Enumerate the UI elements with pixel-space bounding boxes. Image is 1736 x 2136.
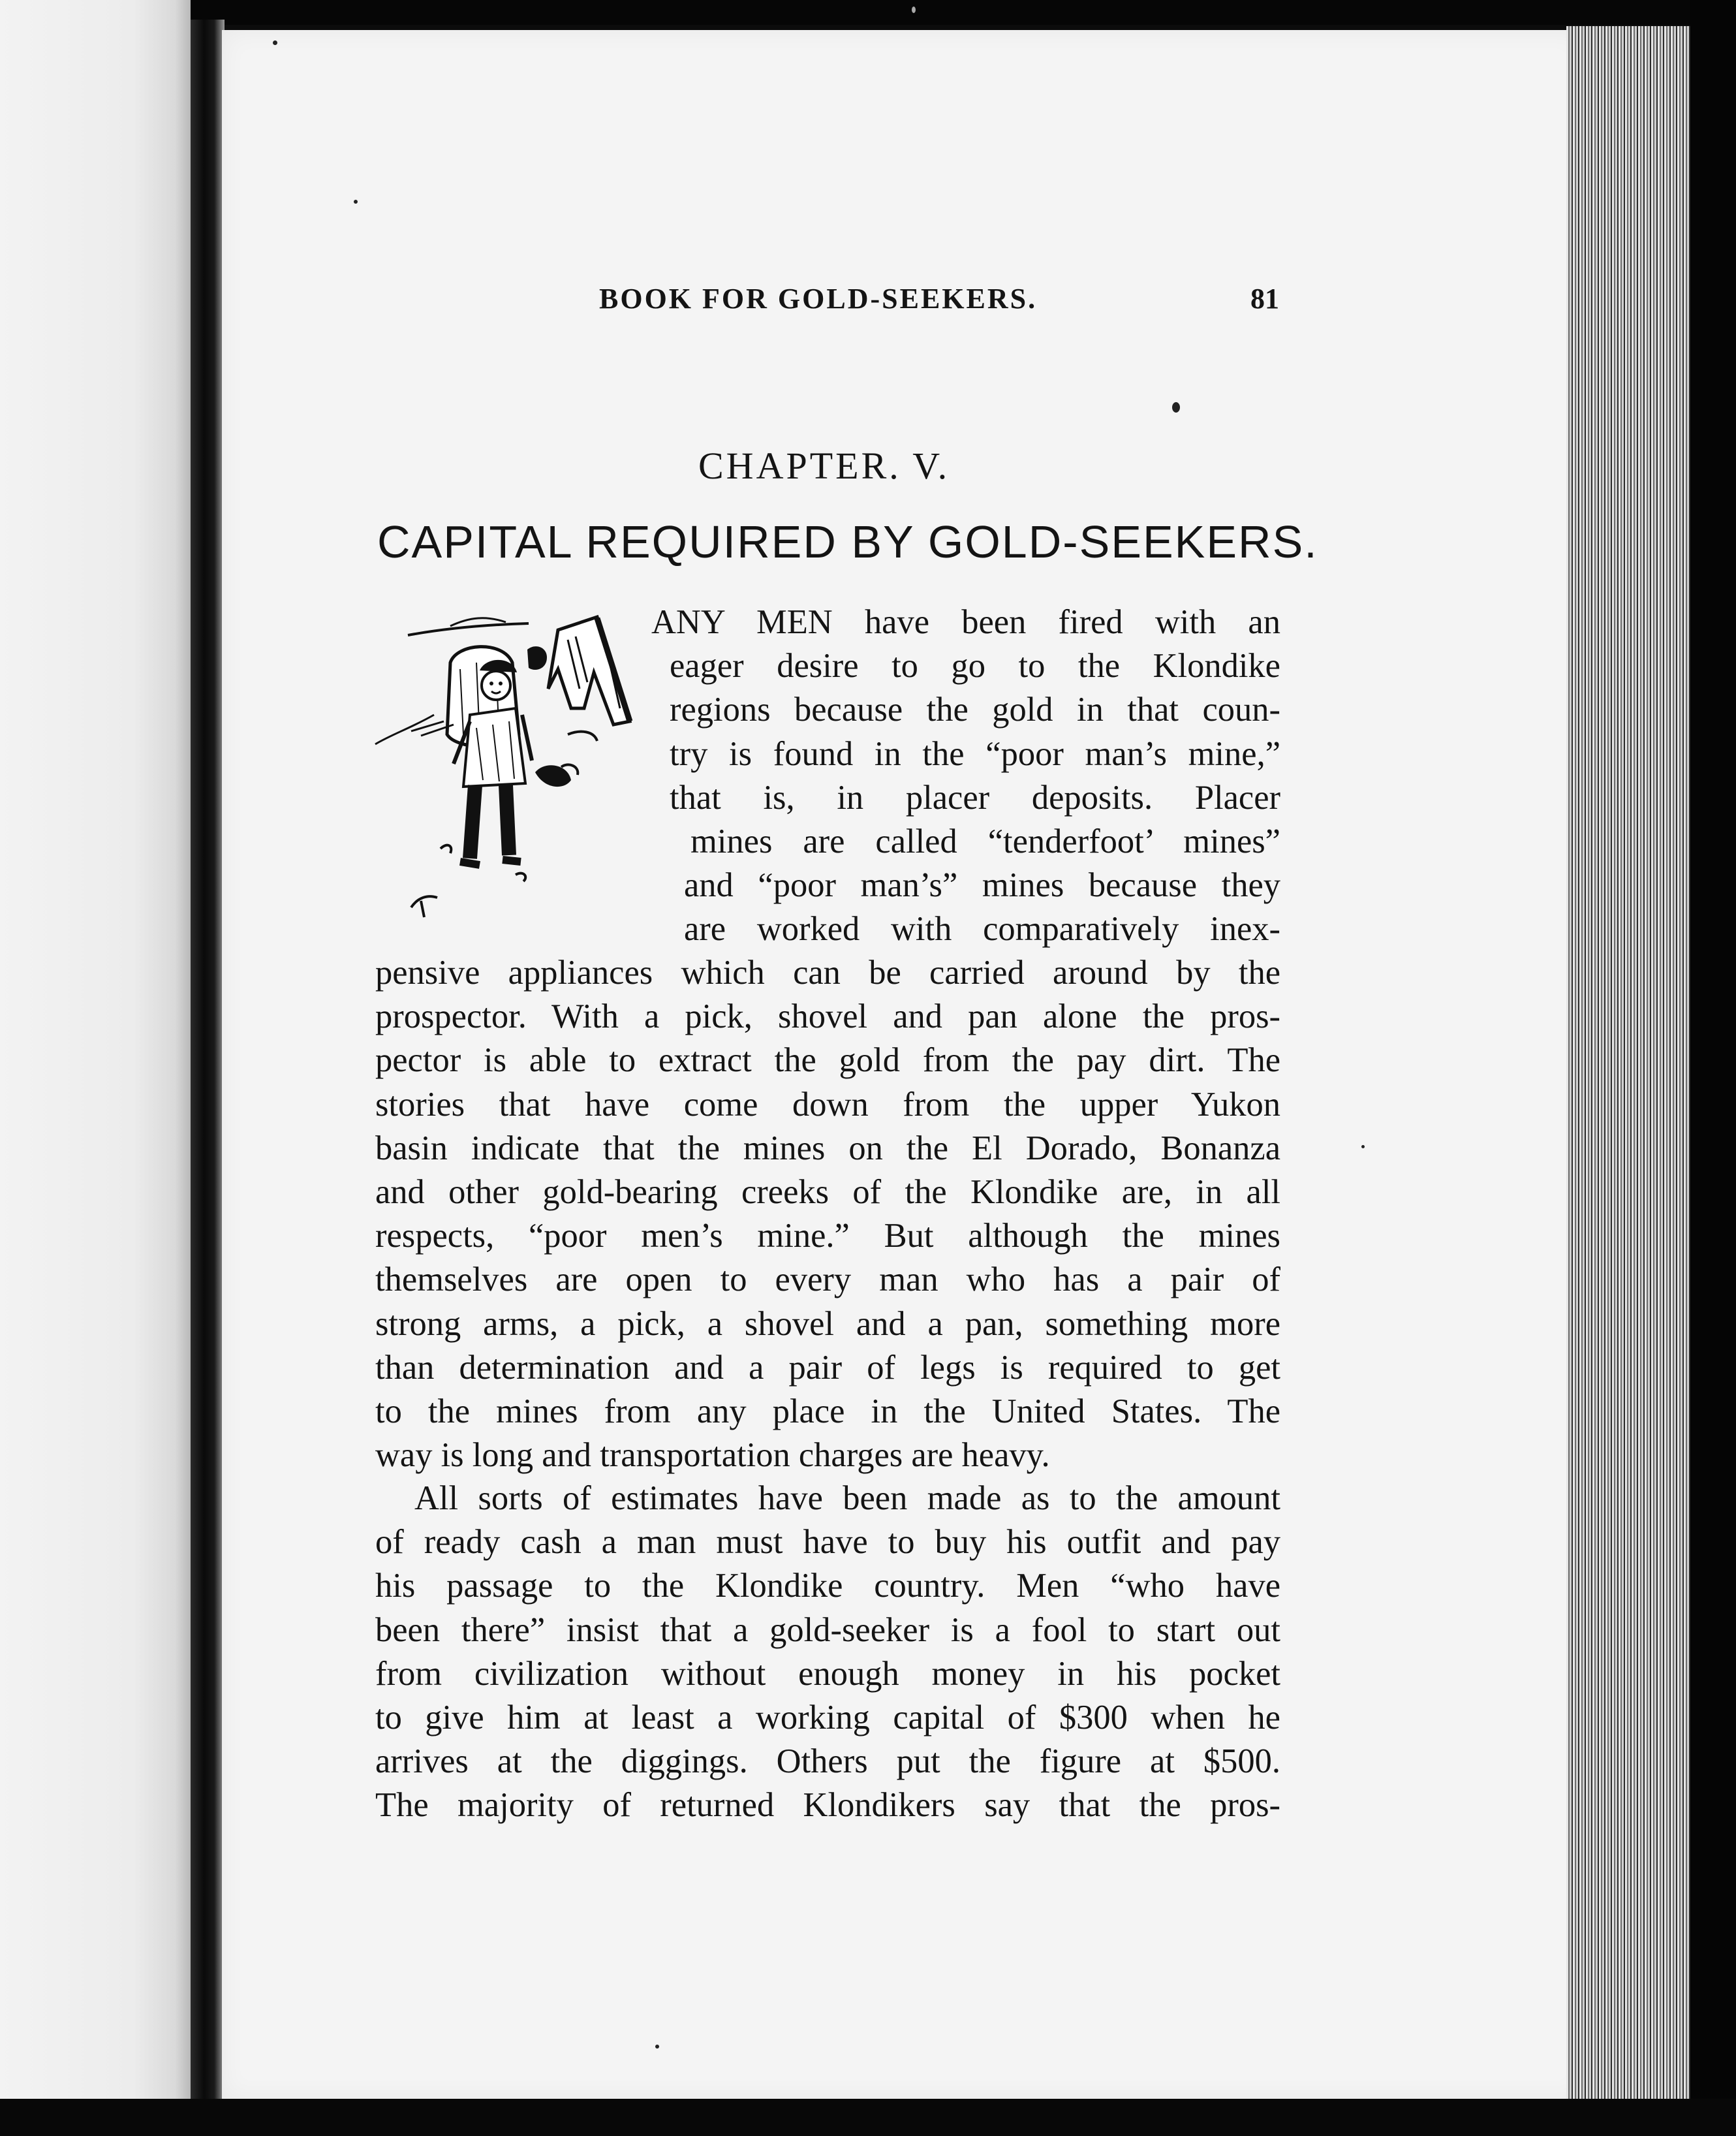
- text-line: respects, “poor men’s mine.” But although the mines: [375, 1217, 1280, 1255]
- scan-speck: [1172, 402, 1180, 413]
- text-line: to give him at least a working capital of $300 when he: [375, 1699, 1280, 1737]
- text-line: been there” insist that a gold-seeker is a fool to start out: [375, 1610, 1280, 1649]
- miner-with-pack-drop-cap-illustration: [372, 610, 633, 930]
- scan-speck: [655, 2045, 659, 2049]
- text-line: way is long and transportation charges are heavy.: [375, 1436, 1050, 1475]
- chapter-heading: CHAPTER. V.: [698, 445, 950, 487]
- text-line: that is, in placer deposits. Placer: [670, 778, 1280, 817]
- text-line: pensive appliances which can be carried around by the: [375, 954, 1280, 992]
- text-line: are worked with comparatively inex-: [684, 910, 1280, 949]
- chapter-title: CAPITAL REQUIRED BY GOLD-SEEKERS.: [377, 516, 1318, 567]
- text-line: ANY MEN have been fired with an: [651, 603, 1280, 641]
- scan-speck: [912, 7, 916, 13]
- text-line: prospector. With a pick, shovel and pan alone the pros-: [375, 997, 1280, 1036]
- text-line: try is found in the “poor man’s mine,”: [670, 734, 1280, 773]
- text-line: pector is able to extract the gold from the pay dirt. The: [375, 1041, 1280, 1080]
- facing-page: [0, 0, 191, 2136]
- paragraph-2: [375, 1477, 1280, 1828]
- scan-bottom-border: [0, 2099, 1736, 2136]
- scan-speck: [1361, 1145, 1365, 1148]
- scan-top-border: [0, 0, 1736, 25]
- text-line: and other gold-bearing creeks of the Klondike are, in all: [375, 1173, 1280, 1212]
- text-line: strong arms, a pick, a shovel and a pan, something more: [375, 1304, 1280, 1343]
- page-edges: [1566, 26, 1690, 2115]
- scan-right-border: [1690, 0, 1736, 2136]
- text-line: to the mines from any place in the United States. The: [375, 1392, 1280, 1431]
- text-line: regions because the gold in that coun-: [670, 691, 1280, 729]
- paragraph-1-continued: [375, 951, 1280, 1477]
- text-line: than determination and a pair of legs is required to get: [375, 1348, 1280, 1387]
- text-line: from civilization without enough money in his pocket: [375, 1654, 1280, 1693]
- text-line: basin indicate that the mines on the El Dorado, Bonanza: [375, 1129, 1280, 1167]
- scan-speck: [273, 40, 277, 45]
- scan-speck: [354, 200, 358, 204]
- text-line: eager desire to go to the Klondike: [670, 647, 1280, 685]
- text-line: stories that have come down from the upper Yukon: [375, 1085, 1280, 1123]
- page-number: 81: [1250, 283, 1279, 315]
- text-line: his passage to the Klondike country. Men “who have: [375, 1567, 1280, 1605]
- text-line: arrives at the diggings. Others put the figure at $500.: [375, 1742, 1280, 1781]
- book-gutter: [191, 20, 225, 2109]
- text-line: and “poor man’s” mines because they: [684, 866, 1280, 905]
- text-line: All sorts of estimates have been made as to the amount: [414, 1479, 1280, 1517]
- text-line: mines are called “tenderfoot’ mines”: [690, 823, 1280, 861]
- text-line: The majority of returned Klondikers say that the pros-: [375, 1786, 1280, 1825]
- wrapped-text-block: [651, 601, 1280, 952]
- text-line: themselves are open to every man who has a pair of: [375, 1261, 1280, 1299]
- running-head: BOOK FOR GOLD-SEEKERS.: [599, 283, 1038, 315]
- text-line: of ready cash a man must have to buy his outfit and pay: [375, 1523, 1280, 1562]
